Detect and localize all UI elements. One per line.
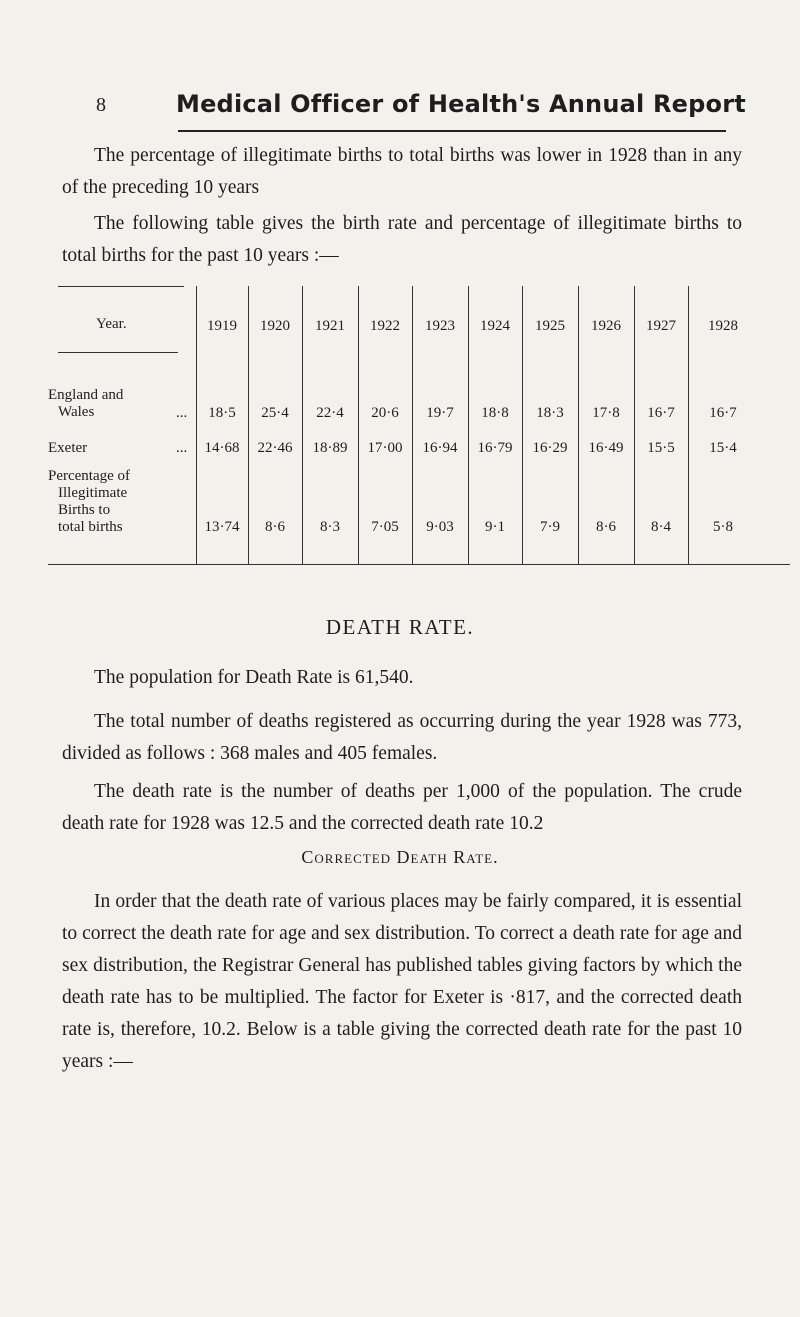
table-cell: 16·79: [477, 440, 513, 456]
page-number: 8: [96, 94, 106, 116]
year-1919: 1919: [207, 318, 237, 334]
leader-dots: ...: [176, 440, 188, 456]
corrected-death-rate-paragraph: In order that the death rate of various places may be fairly compared, it is essential to correct the death rate for age and sex distribution. To correct a death rate for age and sex distribution, the Registrar General has published tables giving factors by which the death rate has to be multiplied. The factor for Exeter is ·817, and the corrected death rate is, therefore, 10.2. Below is a table giving the corrected death rate for the past 10 years :—: [62, 891, 742, 1072]
table-cell: 20·6: [371, 405, 399, 421]
table-cell: 18·89: [312, 440, 348, 456]
table-cell: 15·4: [709, 440, 737, 456]
table-cell: 7·9: [540, 519, 560, 535]
header-rule: [178, 130, 726, 132]
table-cell: 16·29: [532, 440, 568, 456]
row-label-exeter: Exeter: [48, 440, 88, 456]
birth-rate-table: [48, 286, 790, 566]
year-1926: 1926: [591, 318, 621, 334]
table-cell: 17·8: [592, 405, 620, 421]
table-cell: 5·8: [713, 519, 733, 535]
table-cell: 16·7: [647, 405, 675, 421]
table-cell: 8·4: [651, 519, 671, 535]
year-header: Year.: [96, 316, 127, 332]
leader-dots: ...: [176, 405, 188, 421]
table-cell: 8·6: [265, 519, 285, 535]
table-cell: 18·3: [536, 405, 564, 421]
table-cell: 16·49: [588, 440, 624, 456]
year-1920: 1920: [260, 318, 290, 334]
death-rate-paragraph-3: The death rate is the number of deaths per 1,000 of the population. The crude death rate for 1928 was 12.5 and the corrected death rate 10.2: [62, 781, 742, 834]
row-label-illegitimate-percentage: Percentage of Illegitimate Births to total births: [48, 468, 131, 535]
table-header-rule: [58, 352, 178, 353]
year-1925: 1925: [535, 318, 565, 334]
table-bottom-rule: [48, 564, 790, 565]
table-cell: 16·7: [709, 405, 737, 421]
year-1928: 1928: [708, 318, 738, 334]
death-rate-paragraph-2: The total number of deaths registered as occurring during the year 1928 was 773, divided as follows : 368 males and 405 females.: [62, 711, 742, 764]
table-cell: 22·46: [257, 440, 293, 456]
table-cell: 14·68: [204, 440, 240, 456]
death-rate-paragraph-1: The population for Death Rate is 61,540.: [94, 667, 414, 688]
corrected-death-rate-heading: Corrected Death Rate.: [301, 847, 499, 867]
table-cell: 13·74: [204, 519, 240, 535]
table-cell: 7·05: [371, 519, 399, 535]
year-1921: 1921: [315, 318, 345, 334]
table-cell: 18·8: [481, 405, 509, 421]
table-cell: 19·7: [426, 405, 454, 421]
year-1922: 1922: [370, 318, 400, 334]
table-top-rule: [58, 286, 184, 287]
table-cell: 15·5: [647, 440, 675, 456]
year-1923: 1923: [425, 318, 455, 334]
intro-paragraph-1: The percentage of illegitimate births to total births was lower in 1928 than in any of the preceding 10 years: [62, 145, 742, 198]
table-cell: 16·94: [422, 440, 458, 456]
table-cell: 18·5: [208, 405, 236, 421]
page-header: [0, 88, 800, 122]
table-cell: 8·6: [596, 519, 616, 535]
table-cell: 9·03: [426, 519, 454, 535]
row-label-england-wales: England and Wales: [48, 387, 124, 420]
table-cell: 9·1: [485, 519, 505, 535]
intro-paragraph-2: The following table gives the birth rate and percentage of illegitimate births to total births for the past 10 years :—: [62, 213, 742, 266]
table-cell: 22·4: [316, 405, 344, 421]
death-rate-heading: DEATH RATE.: [325, 615, 475, 639]
year-1924: 1924: [480, 318, 510, 334]
year-1927: 1927: [646, 318, 676, 334]
table-cell: 25·4: [261, 405, 289, 421]
running-title: Medical Officer of Health's Annual Report: [176, 90, 746, 118]
table-cell: 17·00: [367, 440, 403, 456]
table-cell: 8·3: [320, 519, 340, 535]
